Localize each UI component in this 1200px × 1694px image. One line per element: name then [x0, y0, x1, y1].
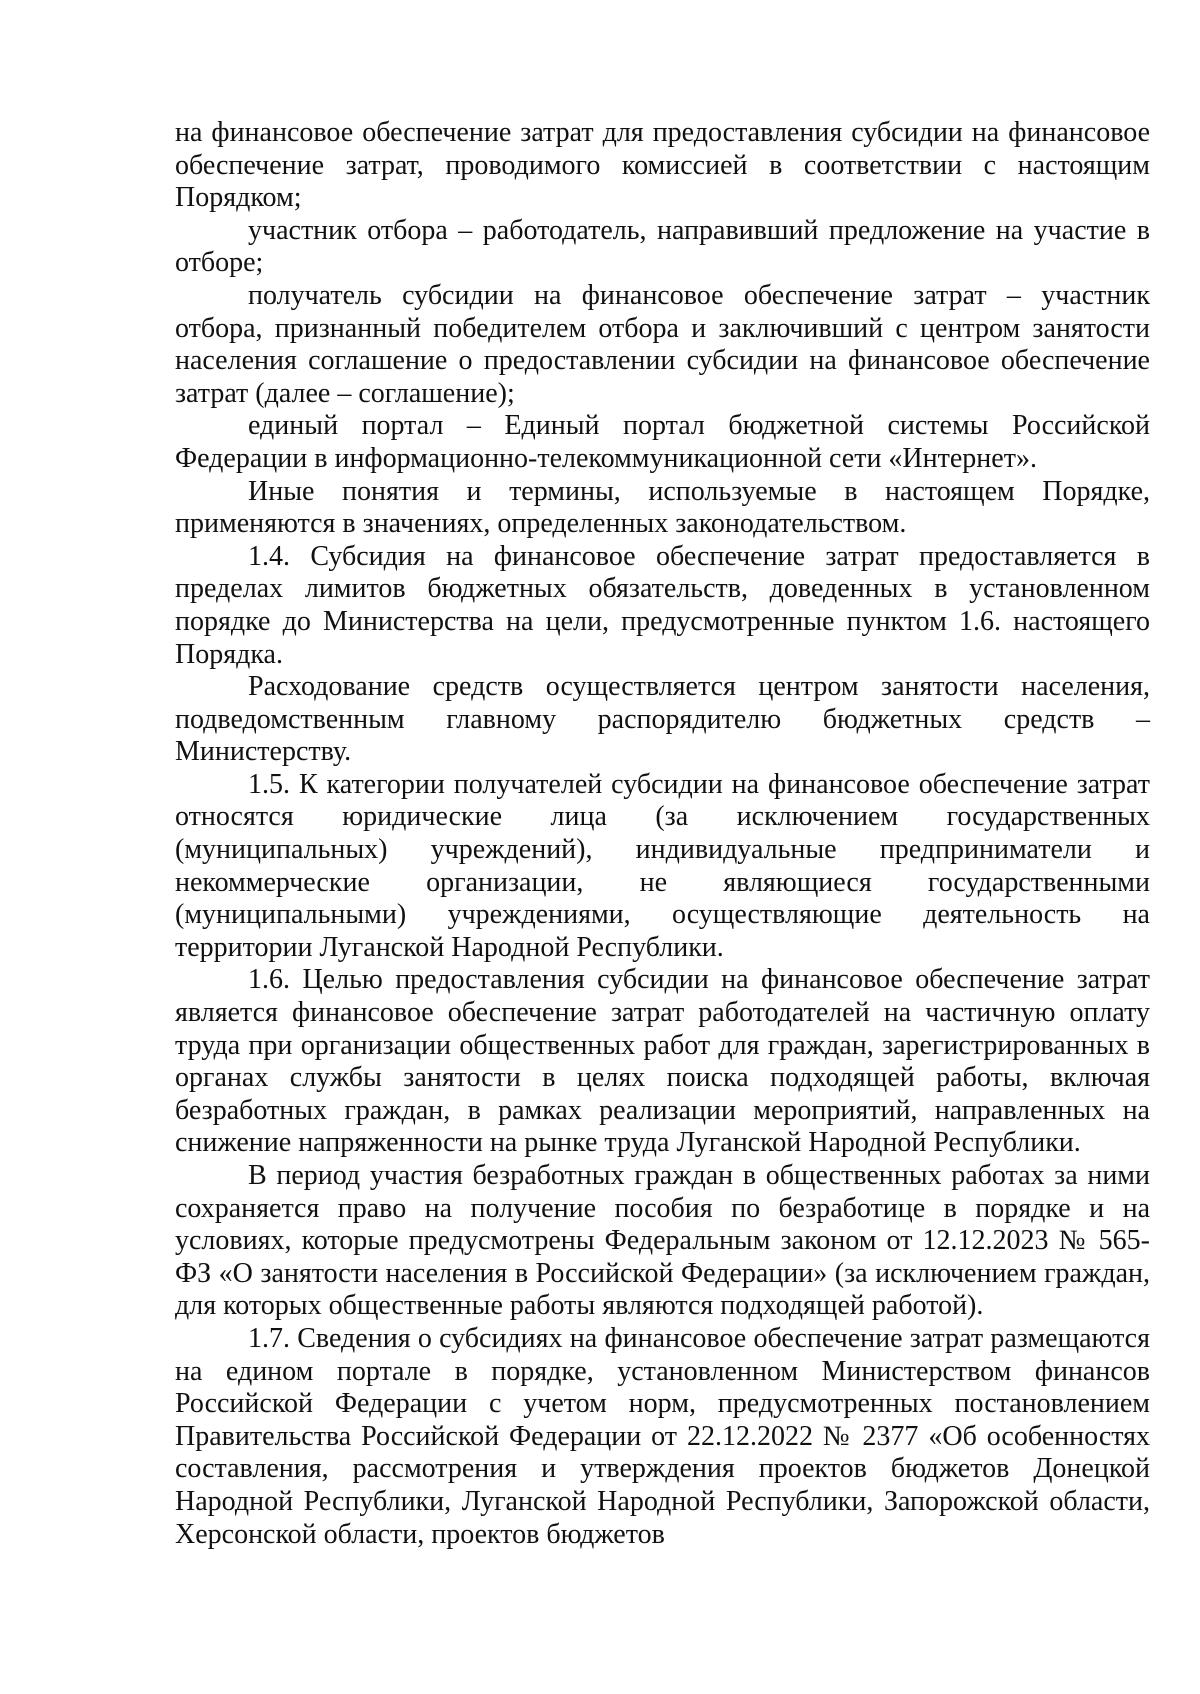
paragraph-recipient-definition: получатель субсидии на финансовое обеспечение затрат – участник отбора, признанный победителем отбора и заключивший с центром занятости населения соглашение о предоставлении субсидии на финансовое обеспечение затрат (далее – соглашение);	[175, 279, 1150, 409]
paragraph-1-5: 1.5. К категории получателей субсидии на финансовое обеспечение затрат относятся юридические лица (за исключением государственных (муниципальных) учреждений), индивидуальные предприниматели и некоммерческие организации, не являющиеся государственными (муниципальными) учреждениями, осуществляющие деятельность на территории Луганской Народной Республики.	[175, 768, 1150, 963]
paragraph-spending: Расходование средств осуществляется центром занятости населения, подведомственным главному распорядителю бюджетных средств – Министерству.	[175, 671, 1150, 768]
paragraph-continuation: на финансовое обеспечение затрат для предоставления субсидии на финансовое обеспечение затрат, проводимого комиссией в соответствии с настоящим Порядком;	[175, 117, 1150, 214]
document-body	[175, 117, 1150, 1551]
paragraph-portal-definition: единый портал – Единый портал бюджетной системы Российской Федерации в информационно-телекоммуникационной сети «Интернет».	[175, 410, 1150, 474]
paragraph-1-6: 1.6. Целью предоставления субсидии на финансовое обеспечение затрат является финансовое обеспечение затрат работодателей на частичную оплату труда при организации общественных работ для граждан, зарегистрированных в органах службы занятости в целях поиска подходящей работы, включая безработных граждан, в рамках реализации мероприятий, направленных на снижение напряженности на рынке труда Луганской Народной Республики.	[175, 964, 1150, 1159]
paragraph-benefit-period: В период участия безработных граждан в общественных работах за ними сохраняется право на получение пособия по безработице в порядке и на условиях, которые предусмотрены Федеральным законом от 12.12.2023 № 565-ФЗ «О занятости населения в Российской Федерации» (за исключением граждан, для которых общественные работы являются подходящей работой).	[175, 1160, 1150, 1322]
paragraph-1-4: 1.4. Субсидия на финансовое обеспечение затрат предоставляется в пределах лимитов бюджетных обязательств, доведенных в установленном порядке до Министерства на цели, предусмотренные пунктом 1.6. настоящего Порядка.	[175, 540, 1150, 670]
paragraph-1-7: 1.7. Сведения о субсидиях на финансовое обеспечение затрат размещаются на едином портале в порядке, установленном Министерством финансов Российской Федерации с учетом норм, предусмотренных постановлением Правительства Российской Федерации от 22.12.2022 № 2377 «Об особенностях составления, рассмотрения и утверждения проектов бюджетов Донецкой Народной Республики, Луганской Народной Республики, Запорожской области, Херсонской области, проектов бюджетов	[175, 1322, 1150, 1550]
paragraph-other-terms: Иные понятия и термины, используемые в настоящем Порядке, применяются в значениях, определенных законодательством.	[175, 475, 1150, 540]
paragraph-participant-definition: участник отбора – работодатель, направивший предложение на участие в отборе;	[175, 214, 1150, 279]
